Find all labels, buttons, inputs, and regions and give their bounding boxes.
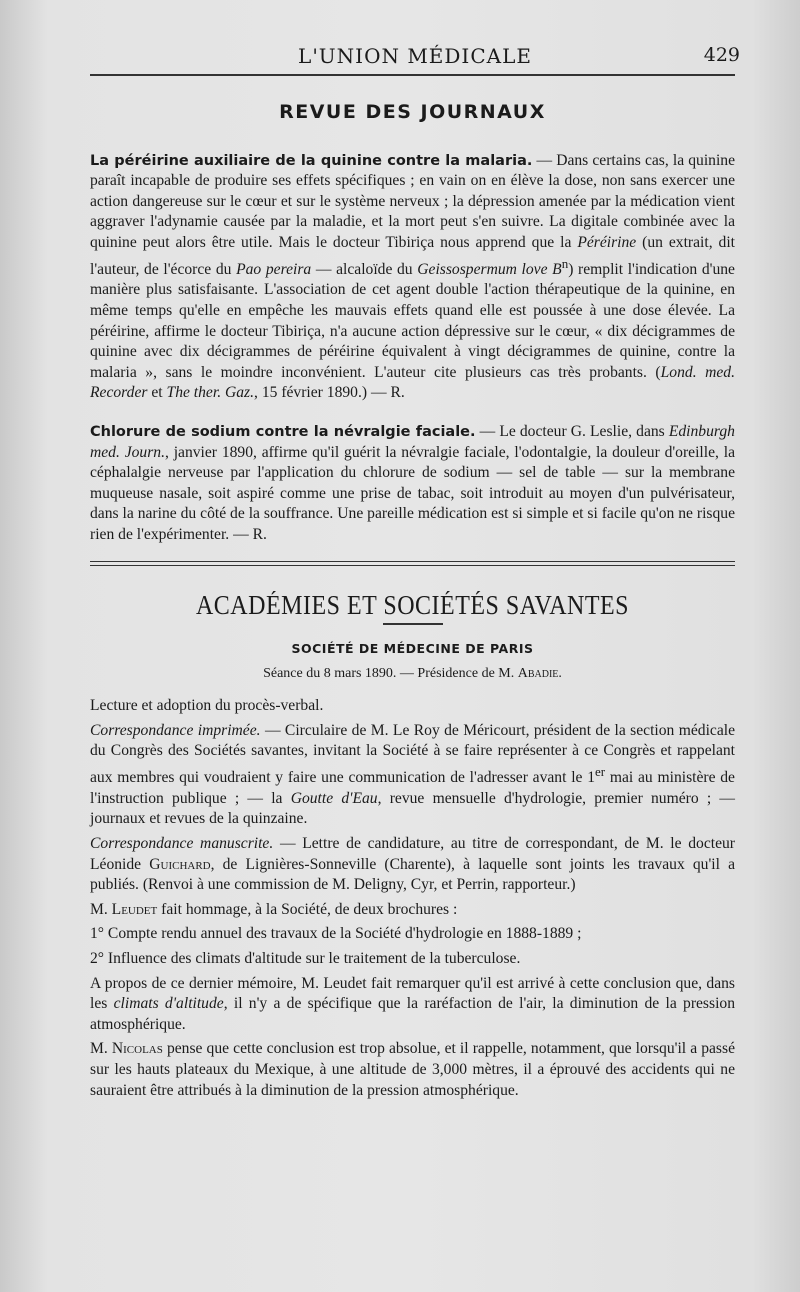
nicolas-reponse: M. Nicolas pense que cette conclusion est trop absolue, et il rappelle, notamment, que lorsqu'il a passé sur les hauts plateaux du Mexique, à une altitude de 3,000 mètres, il a éprouvé des accidents qui ne sauraient être attribués à la diminution de la pression atmosphérique. (90, 1040, 735, 1099)
section-divider (90, 561, 735, 566)
correspondance-manuscrite: Correspondance manuscrite. — Lettre de candidature, au titre de correspondant, de M. le docteur Léonide Guichard, de Lignières-Sonneville (Charente), à laquelle sont joints les travaux qu'il a publiés. (Renvoi à une commission de M. Deligny, Cyr, et Perrin, rapporteur.) (90, 835, 735, 894)
header-rule (90, 74, 735, 76)
correspondance-imprimee: Correspondance imprimée. — Circulaire de M. Le Roy de Méricourt, président de la section médicale du Congrès des Sociétés savantes, invitant la Société à se faire représenter à ce Congrès et rappelant aux membres qui voudraient y faire une communication de l'adresser avant le 1er mai au ministère de l'instruction publique ; — la Goutte d'Eau, revue mensuelle d'hydrologie, premier numéro ; — journaux et revues de la quinzaine. (90, 721, 736, 828)
article-pereirine-heading: La péréirine auxiliaire de la quinine contre la malaria. (90, 152, 533, 169)
title-underline (383, 623, 443, 625)
article-pereirine: La péréirine auxiliaire de la quinine contre la malaria. — Dans certains cas, la quinine paraît incapable de produire ses effets spécifiques ; en vain on en élève la dose, non sans exercer une action dangereuse sur le cœur et sur le système nerveux ; la dépression amenée par la médication vient aggraver l'adynamie causée par la maladie, et la mort peut s'en suivre. La digitale combinée avec la quinine peut alors être utile. Mais le docteur Tibiriça nous apprend que la Péréirine (un extrait, dit l'auteur, de l'écorce du Pao pereira — alcaloïde du Geissospermum love $B^n$) remplit l'indication d'une manière plus satisfaisante. L'association de cet agent double l'action thérapeutique de la quinine, en même temps qu'elle en empêche les mauvais effets quand elle est poussée à une dose élevée. La péréirine, affirme le docteur Tibiriça, n'a aucune action dépressive sur le cœur, « dix décigrammes de quinine avec dix décigrammes de péréirine équivalent à vingt décigrammes de quinine, contre la malaria », sans le moindre inconvénient. L'auteur cite plusieurs cas très probants. (Lond. med. Recorder et The ther. Gaz., 15 février 1890.) — R. (90, 151, 736, 402)
page-header (90, 40, 740, 76)
seance-line: Séance du 8 mars 1890. — Présidence de M. Abadie. (263, 665, 562, 681)
running-title: L'UNION MÉDICALE (298, 44, 532, 68)
proces-verbal: Lecture et adoption du procès-verbal. (90, 697, 324, 715)
list-item: 1° Compte rendu annuel des travaux de la Société d'hydrologie en 1888-1889 ; (90, 925, 582, 943)
revue-section-title: REVUE DES JOURNAUX (279, 101, 546, 123)
leudet-hommage: M. Leudet fait hommage, à la Société, de deux brochures : (90, 900, 458, 918)
academies-section-title: ACADÉMIES ET SOCIÉTÉS SAVANTES (195, 591, 630, 622)
page-content (90, 102, 735, 1111)
article-chlorure-heading: Chlorure de sodium contre la névralgie faciale. (90, 423, 476, 440)
page-number: 429 (703, 44, 740, 66)
leudet-remarque: A propos de ce dernier mémoire, M. Leudet fait remarquer qu'il est arrivé à cette conclusion que, dans les climats d'altitude, il n'y a de spécifique que la raréfaction de l'air, la diminution de la pression atmosphérique. (90, 974, 735, 1033)
list-item: 2° Influence des climats d'altitude sur le traitement de la tuberculose. (90, 949, 521, 967)
society-heading: SOCIÉTÉ DE MÉDECINE DE PARIS (291, 641, 534, 657)
article-chlorure: Chlorure de sodium contre la névralgie faciale. — Le docteur G. Leslie, dans Edinburgh med. Journ., janvier 1890, affirme qu'il guérit la névralgie faciale, l'odontalgie, la douleur d'oreille, la céphalalgie nerveuse par l'application du chlorure de sodium — sel de table — sur la membrane muqueuse nasale, soit aspiré comme une prise de tabac, soit introduit au moyen d'un pulvérisateur, dans la narine du côté de la souffrance. Une pareille médication est si simple et si facile qu'on ne risque rien de l'expérimenter. — R. (90, 422, 735, 543)
